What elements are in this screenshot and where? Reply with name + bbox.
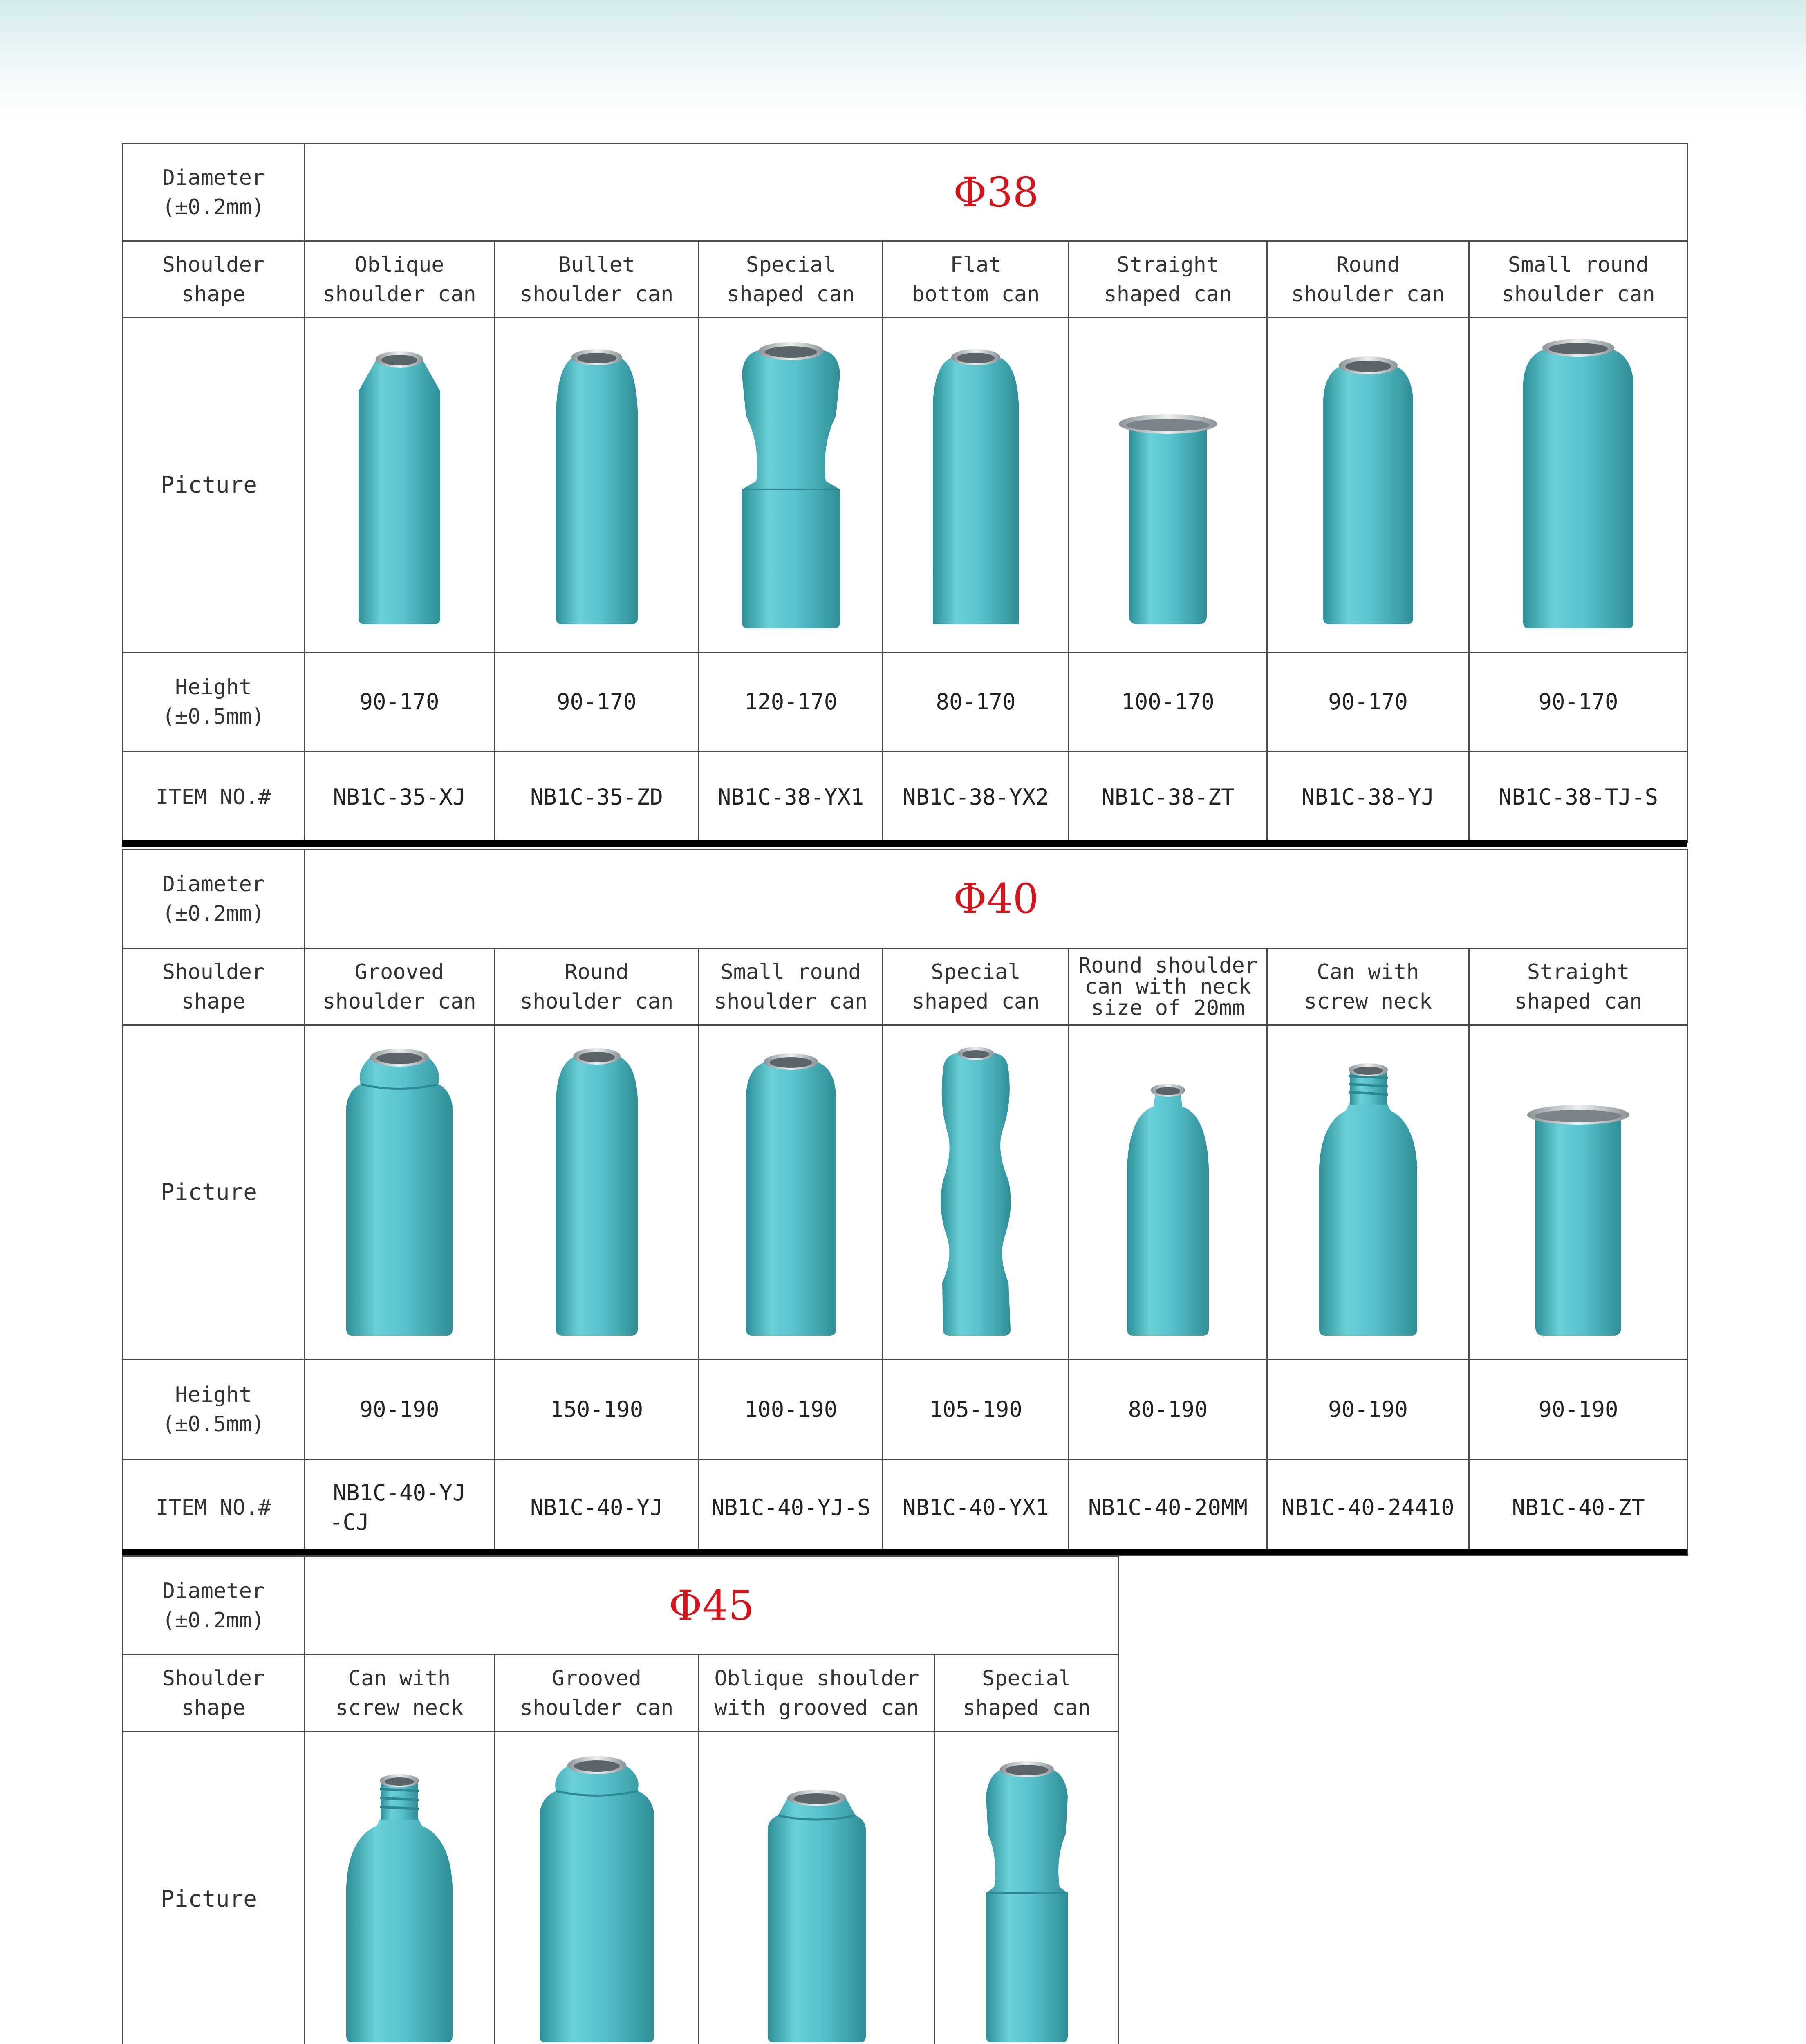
- shape-cell: [1069, 241, 1267, 318]
- shape-cell: [883, 948, 1069, 1025]
- picture-cell: [1469, 318, 1688, 652]
- section-divider: [122, 1549, 1687, 1555]
- shape-line: shaped can: [1514, 989, 1642, 1014]
- shape-line: shoulder can: [323, 989, 476, 1014]
- diameter-value: Φ40: [953, 875, 1039, 923]
- row-item-no: [123, 752, 1688, 843]
- height-value: 90-170: [305, 652, 495, 752]
- shape-line: Grooved: [551, 1666, 642, 1691]
- item-number: NB1C-38-YJ: [1267, 752, 1469, 843]
- shape-cell: [1469, 241, 1688, 318]
- picture-cell: [495, 318, 699, 652]
- label-item-no: ITEM NO.#: [123, 752, 305, 843]
- picture-cell: [1469, 1025, 1688, 1360]
- picture-cell: [935, 1732, 1119, 2044]
- shape-cell: [1469, 948, 1688, 1025]
- height-value: 100-170: [1069, 652, 1267, 752]
- shape-label: shape: [181, 989, 246, 1014]
- small-round-shoulder-can-icon: [1517, 338, 1640, 632]
- oblique-shoulder-can-icon: [346, 342, 453, 628]
- shape-cell: [935, 1655, 1119, 1732]
- section-divider: [122, 840, 1687, 847]
- row-diameter: [123, 1557, 1119, 1655]
- shape-line: Special: [746, 252, 836, 277]
- shape-line: Grooved: [354, 959, 444, 984]
- shape-line: Small round: [720, 959, 861, 984]
- shape-line: screw neck: [335, 1695, 464, 1720]
- picture-cell: [699, 1025, 883, 1360]
- shape-line: shoulder can: [520, 282, 674, 307]
- height-value: 90-190: [305, 1360, 495, 1460]
- diameter-label: Diameter: [162, 165, 265, 190]
- shape-line: with grooved can: [714, 1695, 919, 1720]
- grooved-shoulder-can-icon: [338, 1045, 461, 1340]
- screw-neck-can-icon: [338, 1752, 461, 2044]
- special-shaped-can-icon: [974, 1752, 1080, 2044]
- row-picture: [123, 1732, 1119, 2044]
- round-shoulder-can-icon: [1315, 342, 1421, 628]
- shape-line: Round shoulder: [1078, 953, 1258, 978]
- diameter-value-cell: [305, 144, 1688, 241]
- bullet-shoulder-can-icon: [544, 342, 650, 628]
- picture-cell: [699, 1732, 935, 2044]
- shape-cell: [305, 241, 495, 318]
- screw-neck-can-icon: [1311, 1045, 1425, 1340]
- shape-cell: [1267, 241, 1469, 318]
- diameter-value: Φ38: [953, 168, 1039, 216]
- diameter-value: Φ45: [668, 1582, 755, 1629]
- label-height: [123, 1360, 305, 1460]
- shape-line: Oblique shoulder: [714, 1666, 919, 1691]
- item-number: NB1C-38-ZT: [1069, 752, 1267, 843]
- shape-line: shaped can: [962, 1695, 1091, 1720]
- height-value: 105-190: [883, 1360, 1069, 1460]
- label-shoulder-shape: [123, 1655, 305, 1732]
- picture-cell: [883, 1025, 1069, 1360]
- shoulder-label: Shoulder: [162, 252, 265, 277]
- diameter-tolerance: (±0.2mm): [162, 1608, 265, 1633]
- shape-line: shoulder can: [1501, 282, 1655, 307]
- item-number: NB1C-40-24410: [1267, 1460, 1469, 1556]
- flat-bottom-can-icon: [923, 342, 1029, 628]
- picture-cell: [495, 1025, 699, 1360]
- height-tolerance: (±0.5mm): [162, 704, 265, 729]
- item-number-line: -CJ: [329, 1509, 370, 1535]
- shape-cell: [1267, 948, 1469, 1025]
- picture-cell: [1267, 318, 1469, 652]
- picture-cell: [883, 318, 1069, 652]
- shoulder-label: Shoulder: [162, 1666, 265, 1691]
- picture-cell: [495, 1732, 699, 2044]
- shape-line: screw neck: [1304, 989, 1432, 1014]
- shape-line: Bullet: [558, 252, 635, 277]
- shape-line: Special: [931, 959, 1021, 984]
- shape-line: shoulder can: [1291, 282, 1445, 307]
- item-number-line: NB1C-40-YJ: [333, 1480, 466, 1506]
- round-shoulder-neck-can-icon: [1115, 1045, 1221, 1340]
- row-shoulder-shape: [123, 241, 1688, 318]
- item-number: NB1C-38-YX2: [883, 752, 1069, 843]
- shoulder-label: Shoulder: [162, 959, 265, 984]
- label-diameter: [123, 1557, 305, 1655]
- shape-line: shaped can: [1104, 282, 1232, 307]
- height-label: Height: [175, 675, 252, 699]
- table-diameter-38: [122, 143, 1688, 843]
- shape-line: shoulder can: [520, 989, 674, 1014]
- shape-cell: [883, 241, 1069, 318]
- shape-cell: [699, 241, 883, 318]
- height-value: 80-170: [883, 652, 1069, 752]
- shape-line: Oblique: [354, 252, 444, 277]
- row-picture: [123, 318, 1688, 652]
- item-number: NB1C-38-YX1: [699, 752, 883, 843]
- picture-cell: [305, 1025, 495, 1360]
- row-picture: [123, 1025, 1688, 1360]
- shape-line: can with neck: [1084, 974, 1251, 999]
- height-value: 90-170: [1267, 652, 1469, 752]
- height-value: 150-190: [495, 1360, 699, 1460]
- row-item-no: [123, 1460, 1688, 1556]
- shape-cell: [495, 948, 699, 1025]
- shape-label: shape: [181, 282, 246, 307]
- diameter-tolerance: (±0.2mm): [162, 195, 265, 220]
- label-picture: Picture: [123, 1732, 305, 2044]
- label-picture: Picture: [123, 318, 305, 652]
- item-number: NB1C-40-YX1: [883, 1460, 1069, 1556]
- shape-line: Flat: [950, 252, 1002, 277]
- height-value: 90-170: [495, 652, 699, 752]
- table-diameter-45: [122, 1556, 1119, 2044]
- picture-cell: [305, 318, 495, 652]
- straight-shaped-can-icon: [1113, 342, 1223, 628]
- small-round-shoulder-can-icon: [738, 1045, 844, 1340]
- label-item-no: ITEM NO.#: [123, 1460, 305, 1556]
- shape-label: shape: [181, 1695, 246, 1720]
- shape-line: Special: [981, 1666, 1072, 1691]
- shape-cell: [699, 1655, 935, 1732]
- height-value: 90-170: [1469, 652, 1688, 752]
- row-height: [123, 1360, 1688, 1460]
- row-diameter: [123, 144, 1688, 241]
- item-number: NB1C-40-20MM: [1069, 1460, 1267, 1556]
- shape-line: Can with: [1317, 959, 1419, 984]
- round-shoulder-can-icon: [544, 1045, 650, 1340]
- item-number: NB1C-35-XJ: [305, 752, 495, 843]
- picture-cell: [699, 318, 883, 652]
- grooved-shoulder-can-icon: [531, 1752, 662, 2044]
- label-shoulder-shape: [123, 241, 305, 318]
- shape-line: shaped can: [912, 989, 1040, 1014]
- shape-cell: [1069, 948, 1267, 1025]
- height-value: 100-190: [699, 1360, 883, 1460]
- page-header-band: [0, 0, 1806, 74]
- height-tolerance: (±0.5mm): [162, 1412, 265, 1437]
- picture-cell: [305, 1732, 495, 2044]
- height-label: Height: [175, 1383, 252, 1407]
- label-diameter: [123, 144, 305, 241]
- row-shoulder-shape: [123, 948, 1688, 1025]
- label-diameter: [123, 849, 305, 948]
- diameter-label: Diameter: [162, 1578, 265, 1603]
- shape-cell: [495, 1655, 699, 1732]
- height-value: 90-190: [1469, 1360, 1688, 1460]
- picture-cell: [1267, 1025, 1469, 1360]
- row-shoulder-shape: [123, 1655, 1119, 1732]
- shape-line: Round: [1336, 252, 1400, 277]
- diameter-tolerance: (±0.2mm): [162, 901, 265, 926]
- shape-line: Can with: [348, 1666, 451, 1691]
- item-number: [305, 1460, 495, 1556]
- row-height: [123, 652, 1688, 752]
- height-value: 90-190: [1267, 1360, 1469, 1460]
- diameter-value-cell: [305, 849, 1688, 948]
- straight-shaped-can-icon: [1523, 1045, 1633, 1340]
- shape-line: Straight: [1527, 959, 1630, 984]
- shape-cell: [305, 948, 495, 1025]
- table-diameter-40: [122, 849, 1688, 1556]
- shape-line: bottom can: [912, 282, 1040, 307]
- label-shoulder-shape: [123, 948, 305, 1025]
- picture-cell: [1069, 318, 1267, 652]
- shape-line: size of 20mm: [1091, 995, 1245, 1020]
- item-number: NB1C-38-TJ-S: [1469, 752, 1688, 843]
- shape-line: shaped can: [726, 282, 855, 307]
- shape-line: shoulder can: [714, 989, 868, 1014]
- item-number: NB1C-35-ZD: [495, 752, 699, 843]
- picture-cell: [1069, 1025, 1267, 1360]
- item-number: NB1C-40-YJ: [495, 1460, 699, 1556]
- shape-cell: [699, 948, 883, 1025]
- shape-cell: [495, 241, 699, 318]
- height-value: 80-190: [1069, 1360, 1267, 1460]
- diameter-label: Diameter: [162, 872, 265, 896]
- height-value: 120-170: [699, 652, 883, 752]
- special-shaped-can-icon: [734, 338, 848, 632]
- item-number: NB1C-40-YJ-S: [699, 1460, 883, 1556]
- label-picture: Picture: [123, 1025, 305, 1360]
- diameter-value-cell: [305, 1557, 1119, 1655]
- shape-line: shoulder can: [520, 1695, 674, 1720]
- oblique-grooved-can-icon: [755, 1752, 878, 2044]
- shape-line: Round: [565, 959, 629, 984]
- row-diameter: [123, 849, 1688, 948]
- shape-line: shoulder can: [323, 282, 476, 307]
- shape-line: Straight: [1116, 252, 1219, 277]
- label-height: [123, 652, 305, 752]
- special-shaped-can-icon: [931, 1045, 1021, 1340]
- item-number: NB1C-40-ZT: [1469, 1460, 1688, 1556]
- shape-cell: [305, 1655, 495, 1732]
- shape-line: Small round: [1508, 252, 1649, 277]
